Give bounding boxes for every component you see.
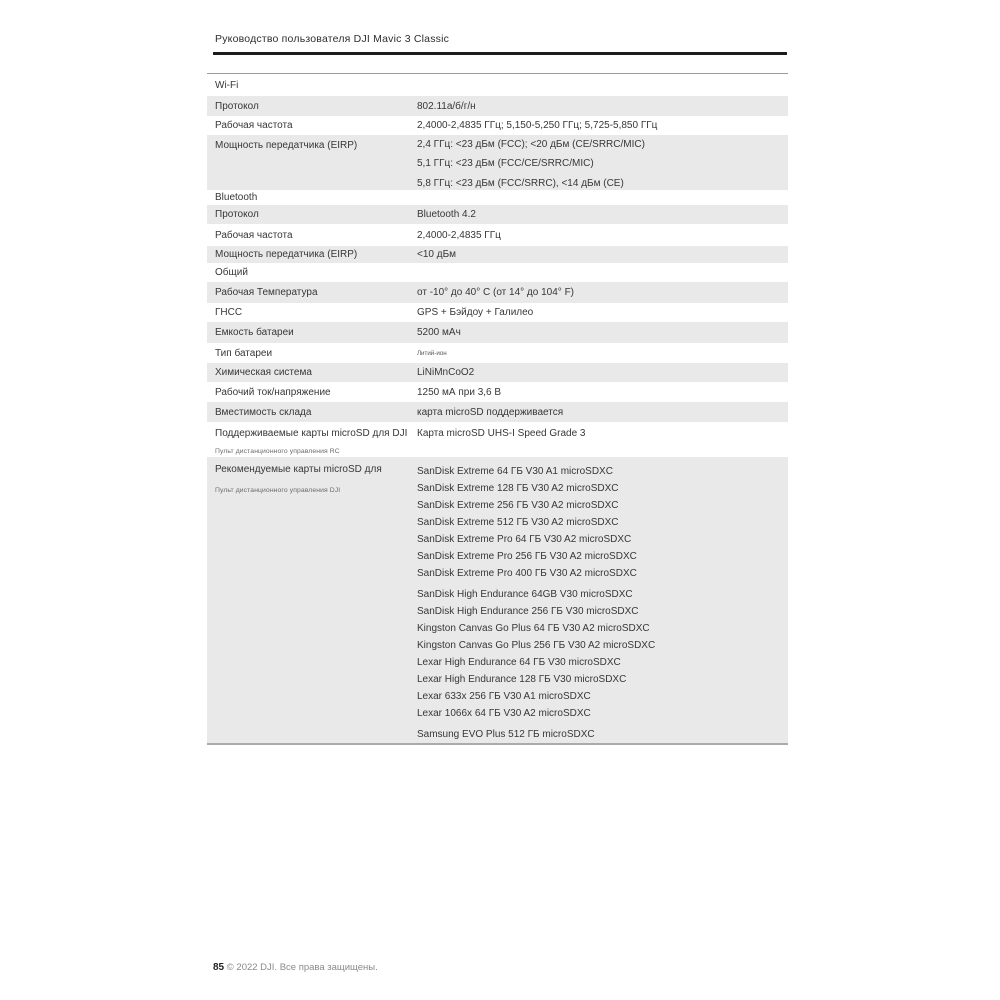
card-item: SanDisk High Endurance 64GB V30 microSDXC <box>417 589 633 600</box>
card-item: SanDisk Extreme 512 ГБ V30 A2 microSDXC <box>417 517 619 528</box>
page-number: 85 <box>213 962 225 973</box>
recommended-cards-sublabel: Пульт дистанционного управления DJI <box>215 487 341 494</box>
recommended-cards-label: Рекомендуемые карты microSD для <box>215 464 382 475</box>
card-item: SanDisk Extreme 128 ГБ V30 A2 microSDXC <box>417 483 619 494</box>
card-item: Samsung EVO Plus 512 ГБ microSDXC <box>417 729 595 740</box>
spec-value: 2,4000-2,4835 ГГц; 5,150-5,250 ГГц; 5,725-5,850 ГГц <box>417 120 658 131</box>
spec-value-multiline <box>417 135 788 190</box>
spec-value: Bluetooth 4.2 <box>417 209 476 220</box>
spec-label: Рабочая Температура <box>215 287 318 298</box>
card-item: SanDisk Extreme Pro 400 ГБ V30 A2 microSDXC <box>417 568 637 579</box>
spec-label: Протокол <box>215 100 259 112</box>
card-item: SanDisk Extreme 64 ГБ V30 A1 microSDXC <box>417 466 613 477</box>
spec-row-bt-frequency <box>207 224 788 246</box>
section-header-general <box>207 263 788 282</box>
section-label: Wi-Fi <box>215 79 239 91</box>
spec-row-battery-capacity <box>207 322 788 343</box>
card-item: SanDisk Extreme 256 ГБ V30 A2 microSDXC <box>417 500 619 511</box>
spec-row-gnss <box>207 303 788 322</box>
spec-label: Мощность передатчика (EIRP) <box>215 140 358 151</box>
section-header-wifi <box>207 74 788 96</box>
card-item: SanDisk Extreme Pro 64 ГБ V30 A2 microSDXC <box>417 534 632 545</box>
spec-row-wifi-frequency <box>207 116 788 135</box>
header-divider-rule <box>213 52 787 55</box>
spec-label: Рабочая частота <box>215 120 293 131</box>
spec-row-supported-cards <box>207 422 788 445</box>
card-item: SanDisk Extreme Pro 256 ГБ V30 A2 microSDXC <box>417 551 637 562</box>
spec-row-bt-protocol <box>207 205 788 224</box>
section-label: Bluetooth <box>215 192 258 203</box>
spec-label: Вместимость склада <box>215 406 312 418</box>
spec-row-temperature <box>207 282 788 303</box>
card-item: Kingston Canvas Go Plus 64 ГБ V30 A2 microSDXC <box>417 623 650 634</box>
card-item: Lexar High Endurance 64 ГБ V30 microSDXC <box>417 657 621 668</box>
spec-label: Емкость батареи <box>215 327 294 338</box>
spec-label: Мощность передатчика (EIRP) <box>215 249 358 260</box>
spec-value: Карта microSD UHS-I Speed Grade 3 <box>417 428 586 439</box>
page-footer <box>213 962 378 973</box>
spec-value: GPS + Бэйдоу + Галилео <box>417 307 534 318</box>
spec-label: Рабочий ток/напряжение <box>215 386 331 398</box>
spec-row-wifi-protocol <box>207 96 788 116</box>
spec-row-chemistry <box>207 363 788 382</box>
spec-row-bt-eirp <box>207 246 788 263</box>
spec-value: 5200 мАч <box>417 327 461 338</box>
specifications-table <box>207 73 788 745</box>
spec-value: LiNiMnCoO2 <box>417 367 475 378</box>
spec-value: Литий-ион <box>417 349 447 357</box>
spec-row-storage <box>207 402 788 422</box>
spec-label: Рабочая частота <box>215 229 293 241</box>
spec-value: карта microSD поддерживается <box>417 406 564 418</box>
card-item: Lexar High Endurance 128 ГБ V30 microSDXC <box>417 674 627 685</box>
copyright-text: © 2022 DJI. Все права защищены. <box>226 962 378 973</box>
spec-label: Тип батареи <box>215 347 273 359</box>
spec-row-current-voltage <box>207 382 788 402</box>
spec-label: Химическая система <box>215 367 312 378</box>
document-title: Руководство пользователя DJI Mavic 3 Classic <box>215 33 450 45</box>
card-item: Lexar 633x 256 ГБ V30 A1 microSDXC <box>417 691 591 702</box>
spec-row-rc-note <box>207 445 788 457</box>
eirp-line-51ghz: 5,1 ГГц: <23 дБм (FCC/CE/SRRC/MIC) <box>417 158 594 170</box>
spec-label-group <box>207 457 417 743</box>
card-item: Kingston Canvas Go Plus 256 ГБ V30 A2 microSDXC <box>417 640 656 651</box>
section-header-bluetooth <box>207 190 788 205</box>
spec-value: 802.11a/б/г/н <box>417 100 476 112</box>
eirp-line-58ghz: 5,8 ГГц: <23 дБм (FCC/SRRC), <14 дБм (CE) <box>417 177 624 189</box>
rc-note-text: Пульт дистанционного управления RC <box>215 447 340 455</box>
spec-value: <10 дБм <box>417 249 457 260</box>
section-label: Общий <box>215 267 248 278</box>
card-item: SanDisk High Endurance 256 ГБ V30 microSDXC <box>417 606 639 617</box>
spec-label: Протокол <box>215 209 259 220</box>
spec-value: 1250 мА при 3,6 В <box>417 386 502 398</box>
spec-row-recommended-cards <box>207 457 788 743</box>
spec-value: от -10° до 40° C (от 14° до 104° F) <box>417 287 575 298</box>
spec-row-wifi-eirp <box>207 135 788 190</box>
spec-label: Поддерживаемые карты microSD для DJI <box>215 428 408 439</box>
card-item: Lexar 1066x 64 ГБ V30 A2 microSDXC <box>417 708 591 719</box>
eirp-line-24ghz: 2,4 ГГц: <23 дБм (FCC); <20 дБм (CE/SRRC/MIC) <box>417 139 645 150</box>
recommended-cards-list <box>417 457 788 743</box>
spec-value: 2,4000-2,4835 ГГц <box>417 229 501 241</box>
spec-label: ГНСС <box>215 307 243 318</box>
spec-row-battery-type <box>207 343 788 363</box>
